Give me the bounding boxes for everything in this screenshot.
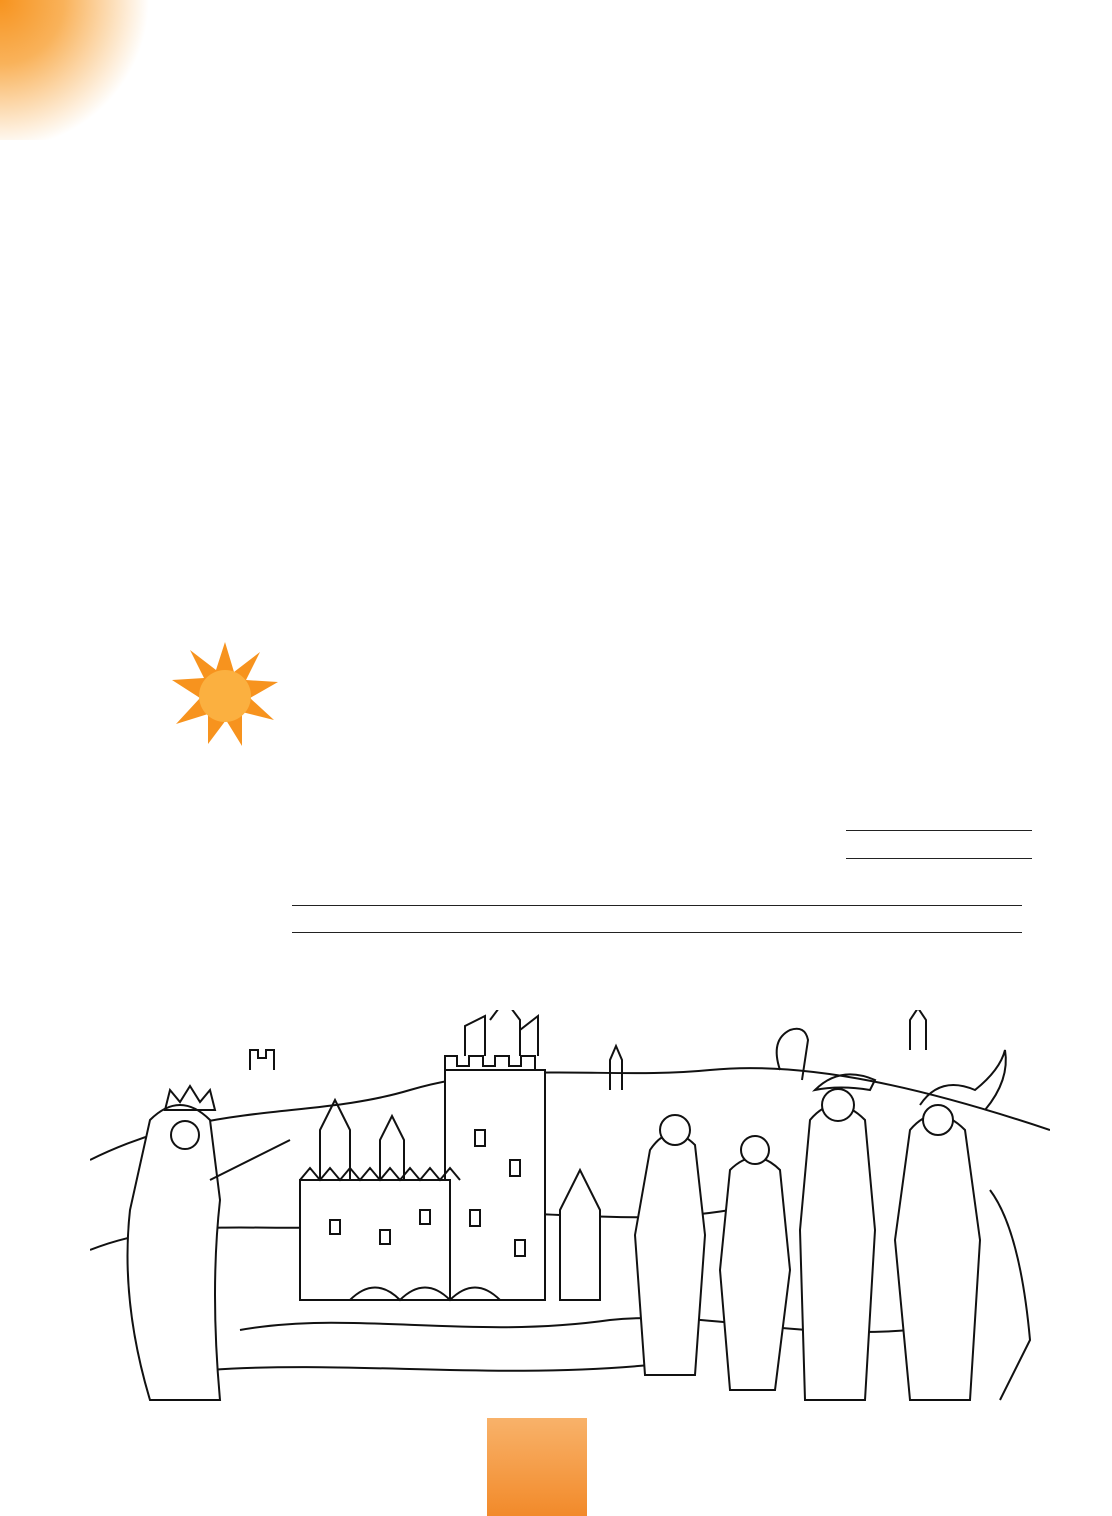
answer-line-top[interactable] bbox=[846, 830, 1032, 831]
answer-line-2a[interactable] bbox=[292, 905, 1022, 906]
task-3 bbox=[170, 640, 1090, 780]
castle-illustration bbox=[90, 1010, 1050, 1410]
top-dotted-border bbox=[0, 66, 1112, 82]
answer-line-inline[interactable] bbox=[846, 858, 1032, 859]
answer-line-2b[interactable] bbox=[292, 932, 1022, 933]
burst-icon bbox=[170, 640, 280, 750]
page-number-tab bbox=[487, 1418, 587, 1516]
left-dotted-border bbox=[17, 90, 33, 1420]
